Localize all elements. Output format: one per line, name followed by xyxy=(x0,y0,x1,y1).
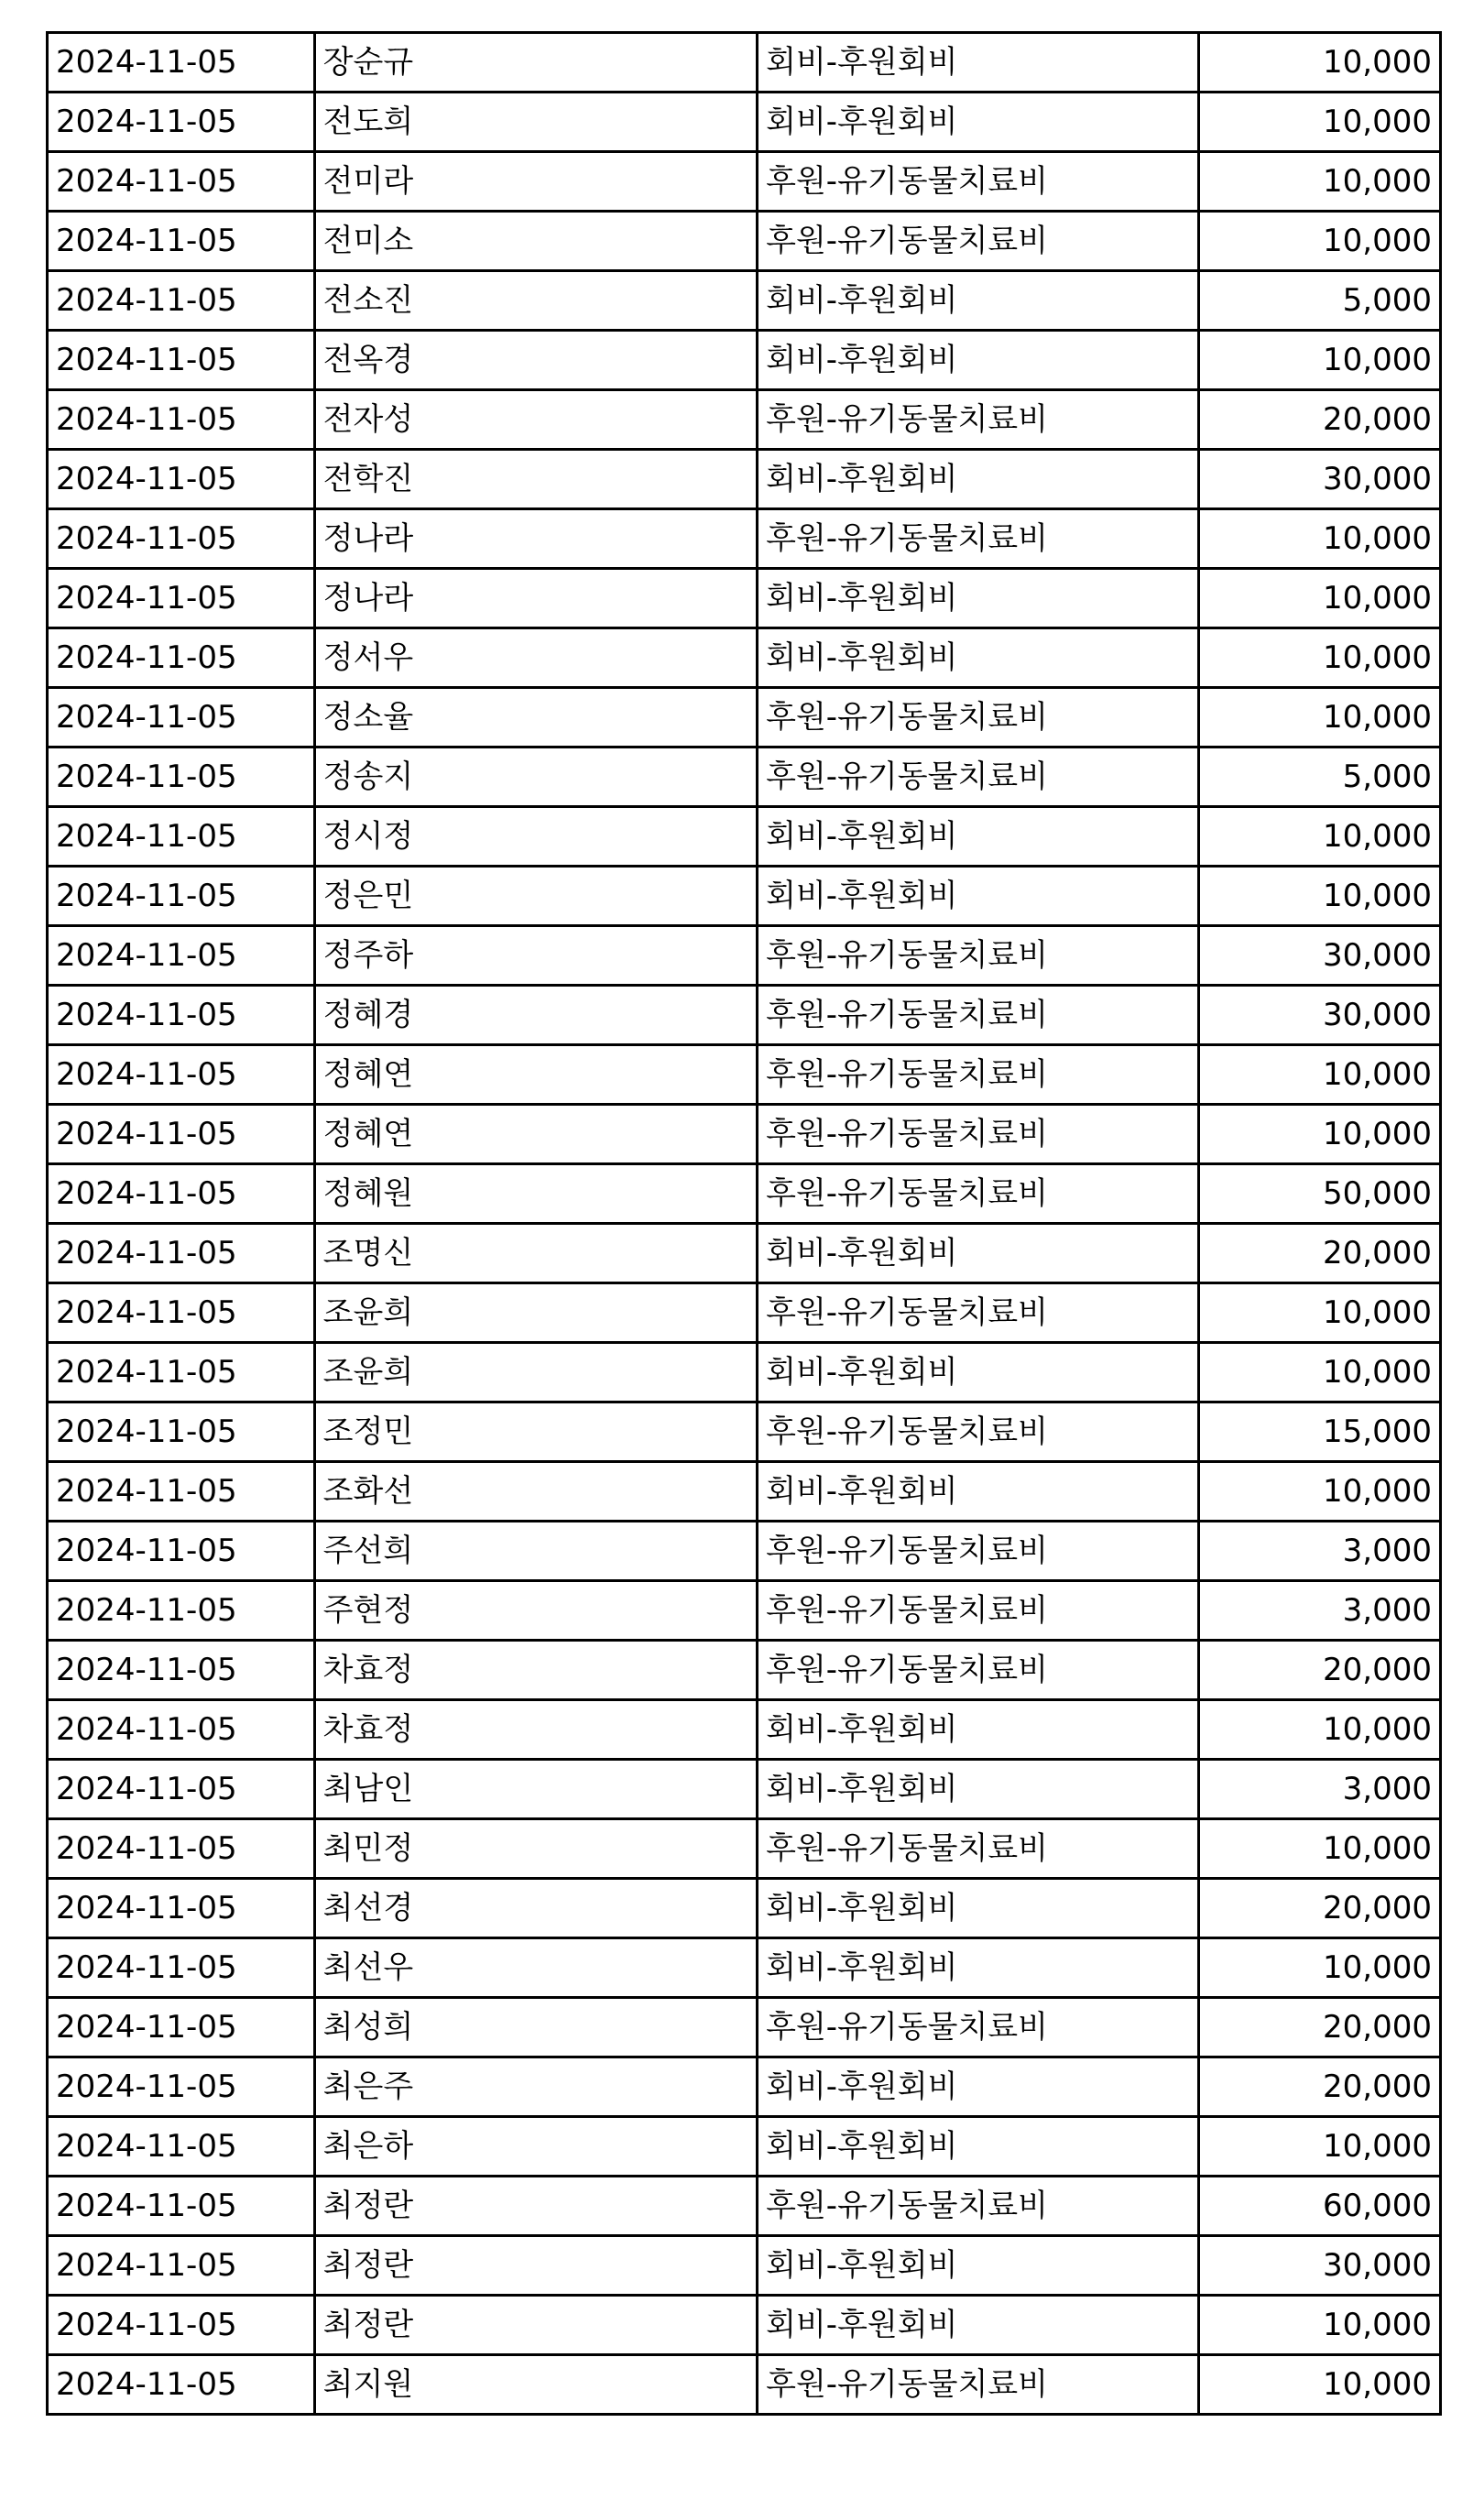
table-row xyxy=(48,1522,1441,1581)
category-cell: 회비-후원회비 xyxy=(758,2117,1198,2177)
amount-cell: 15,000 xyxy=(1198,1402,1440,1462)
category-cell: 후원-유기동물치료비 xyxy=(758,1581,1198,1641)
amount-cell: 10,000 xyxy=(1198,331,1440,390)
donor-name-cell: 전소진 xyxy=(314,271,757,331)
donor-name-cell: 조윤희 xyxy=(314,1283,757,1343)
amount-cell: 60,000 xyxy=(1198,2177,1440,2236)
amount-cell: 3,000 xyxy=(1198,1581,1440,1641)
donor-name-cell: 전옥경 xyxy=(314,331,757,390)
amount-cell: 10,000 xyxy=(1198,569,1440,628)
date-cell: 2024-11-05 xyxy=(48,212,315,271)
amount-cell: 3,000 xyxy=(1198,1522,1440,1581)
table-row xyxy=(48,569,1441,628)
date-cell: 2024-11-05 xyxy=(48,509,315,569)
date-cell: 2024-11-05 xyxy=(48,2355,315,2415)
donor-name-cell: 주현정 xyxy=(314,1581,757,1641)
donor-name-cell: 정나라 xyxy=(314,569,757,628)
category-cell: 후원-유기동물치료비 xyxy=(758,2355,1198,2415)
table-row xyxy=(48,807,1441,867)
amount-cell: 10,000 xyxy=(1198,509,1440,569)
category-cell: 회비-후원회비 xyxy=(758,1938,1198,1998)
category-cell: 후원-유기동물치료비 xyxy=(758,1164,1198,1224)
donor-name-cell: 최지원 xyxy=(314,2355,757,2415)
amount-cell: 10,000 xyxy=(1198,867,1440,926)
date-cell: 2024-11-05 xyxy=(48,1879,315,1938)
table-row xyxy=(48,271,1441,331)
table-row xyxy=(48,1998,1441,2057)
donor-name-cell: 최정란 xyxy=(314,2296,757,2355)
date-cell: 2024-11-05 xyxy=(48,867,315,926)
table-row xyxy=(48,1760,1441,1819)
amount-cell: 10,000 xyxy=(1198,1462,1440,1522)
date-cell: 2024-11-05 xyxy=(48,2177,315,2236)
donor-name-cell: 조화선 xyxy=(314,1462,757,1522)
date-cell: 2024-11-05 xyxy=(48,1700,315,1760)
date-cell: 2024-11-05 xyxy=(48,1819,315,1879)
table-row xyxy=(48,2057,1441,2117)
category-cell: 회비-후원회비 xyxy=(758,331,1198,390)
category-cell: 회비-후원회비 xyxy=(758,1343,1198,1402)
amount-cell: 10,000 xyxy=(1198,1283,1440,1343)
donor-name-cell: 전도희 xyxy=(314,93,757,152)
category-cell: 후원-유기동물치료비 xyxy=(758,1641,1198,1700)
donor-name-cell: 조명신 xyxy=(314,1224,757,1283)
table-row xyxy=(48,2296,1441,2355)
donor-name-cell: 전학진 xyxy=(314,450,757,509)
donor-name-cell: 주선희 xyxy=(314,1522,757,1581)
table-row xyxy=(48,748,1441,807)
date-cell: 2024-11-05 xyxy=(48,271,315,331)
amount-cell: 10,000 xyxy=(1198,1343,1440,1402)
donor-name-cell: 정송지 xyxy=(314,748,757,807)
date-cell: 2024-11-05 xyxy=(48,1581,315,1641)
category-cell: 회비-후원회비 xyxy=(758,628,1198,688)
category-cell: 후원-유기동물치료비 xyxy=(758,986,1198,1045)
date-cell: 2024-11-05 xyxy=(48,2057,315,2117)
category-cell: 회비-후원회비 xyxy=(758,93,1198,152)
date-cell: 2024-11-05 xyxy=(48,986,315,1045)
donor-name-cell: 정서우 xyxy=(314,628,757,688)
amount-cell: 20,000 xyxy=(1198,1224,1440,1283)
table-row xyxy=(48,1879,1441,1938)
table-row xyxy=(48,1343,1441,1402)
date-cell: 2024-11-05 xyxy=(48,926,315,986)
donor-name-cell: 최은하 xyxy=(314,2117,757,2177)
donor-name-cell: 최남인 xyxy=(314,1760,757,1819)
donor-name-cell: 최선경 xyxy=(314,1879,757,1938)
date-cell: 2024-11-05 xyxy=(48,2296,315,2355)
table-row xyxy=(48,628,1441,688)
category-cell: 회비-후원회비 xyxy=(758,33,1198,93)
date-cell: 2024-11-05 xyxy=(48,152,315,212)
category-cell: 회비-후원회비 xyxy=(758,271,1198,331)
date-cell: 2024-11-05 xyxy=(48,1938,315,1998)
category-cell: 후원-유기동물치료비 xyxy=(758,748,1198,807)
donor-name-cell: 정혜원 xyxy=(314,1164,757,1224)
date-cell: 2024-11-05 xyxy=(48,688,315,748)
donor-name-cell: 정은민 xyxy=(314,867,757,926)
amount-cell: 10,000 xyxy=(1198,1105,1440,1164)
amount-cell: 3,000 xyxy=(1198,1760,1440,1819)
table-row xyxy=(48,1462,1441,1522)
table-row xyxy=(48,1402,1441,1462)
amount-cell: 10,000 xyxy=(1198,688,1440,748)
amount-cell: 30,000 xyxy=(1198,450,1440,509)
amount-cell: 5,000 xyxy=(1198,271,1440,331)
date-cell: 2024-11-05 xyxy=(48,1998,315,2057)
amount-cell: 20,000 xyxy=(1198,1879,1440,1938)
table-row xyxy=(48,926,1441,986)
table-row xyxy=(48,152,1441,212)
amount-cell: 5,000 xyxy=(1198,748,1440,807)
table-row xyxy=(48,450,1441,509)
date-cell: 2024-11-05 xyxy=(48,1105,315,1164)
date-cell: 2024-11-05 xyxy=(48,1641,315,1700)
category-cell: 후원-유기동물치료비 xyxy=(758,1522,1198,1581)
amount-cell: 30,000 xyxy=(1198,926,1440,986)
amount-cell: 10,000 xyxy=(1198,1045,1440,1105)
date-cell: 2024-11-05 xyxy=(48,1224,315,1283)
category-cell: 후원-유기동물치료비 xyxy=(758,1045,1198,1105)
date-cell: 2024-11-05 xyxy=(48,1522,315,1581)
category-cell: 회비-후원회비 xyxy=(758,807,1198,867)
date-cell: 2024-11-05 xyxy=(48,748,315,807)
table-row xyxy=(48,331,1441,390)
category-cell: 회비-후원회비 xyxy=(758,2057,1198,2117)
amount-cell: 10,000 xyxy=(1198,152,1440,212)
category-cell: 후원-유기동물치료비 xyxy=(758,152,1198,212)
donor-name-cell: 최은주 xyxy=(314,2057,757,2117)
donor-name-cell: 전자성 xyxy=(314,390,757,450)
donor-name-cell: 조윤희 xyxy=(314,1343,757,1402)
table-row xyxy=(48,986,1441,1045)
donor-name-cell: 정혜경 xyxy=(314,986,757,1045)
table-row xyxy=(48,867,1441,926)
amount-cell: 10,000 xyxy=(1198,1819,1440,1879)
date-cell: 2024-11-05 xyxy=(48,1760,315,1819)
date-cell: 2024-11-05 xyxy=(48,1462,315,1522)
donor-name-cell: 최정란 xyxy=(314,2177,757,2236)
category-cell: 회비-후원회비 xyxy=(758,1224,1198,1283)
date-cell: 2024-11-05 xyxy=(48,1045,315,1105)
table-row xyxy=(48,1641,1441,1700)
donor-name-cell: 전미소 xyxy=(314,212,757,271)
category-cell: 후원-유기동물치료비 xyxy=(758,1402,1198,1462)
category-cell: 회비-후원회비 xyxy=(758,1462,1198,1522)
donor-name-cell: 정시정 xyxy=(314,807,757,867)
category-cell: 후원-유기동물치료비 xyxy=(758,1283,1198,1343)
donor-name-cell: 차효정 xyxy=(314,1700,757,1760)
amount-cell: 10,000 xyxy=(1198,807,1440,867)
amount-cell: 20,000 xyxy=(1198,1998,1440,2057)
category-cell: 후원-유기동물치료비 xyxy=(758,688,1198,748)
amount-cell: 20,000 xyxy=(1198,390,1440,450)
amount-cell: 10,000 xyxy=(1198,93,1440,152)
table-row xyxy=(48,1224,1441,1283)
category-cell: 후원-유기동물치료비 xyxy=(758,1998,1198,2057)
amount-cell: 30,000 xyxy=(1198,2236,1440,2296)
table-row xyxy=(48,1819,1441,1879)
date-cell: 2024-11-05 xyxy=(48,569,315,628)
category-cell: 회비-후원회비 xyxy=(758,2236,1198,2296)
amount-cell: 10,000 xyxy=(1198,1938,1440,1998)
table-row xyxy=(48,2355,1441,2415)
donation-ledger-table xyxy=(46,31,1442,2416)
donor-name-cell: 정나라 xyxy=(314,509,757,569)
amount-cell: 50,000 xyxy=(1198,1164,1440,1224)
table-row xyxy=(48,1581,1441,1641)
donor-name-cell: 장순규 xyxy=(314,33,757,93)
table-row xyxy=(48,2177,1441,2236)
date-cell: 2024-11-05 xyxy=(48,390,315,450)
donor-name-cell: 차효정 xyxy=(314,1641,757,1700)
category-cell: 회비-후원회비 xyxy=(758,1760,1198,1819)
table-row xyxy=(48,1164,1441,1224)
donor-name-cell: 최정란 xyxy=(314,2236,757,2296)
date-cell: 2024-11-05 xyxy=(48,33,315,93)
date-cell: 2024-11-05 xyxy=(48,331,315,390)
ledger-body xyxy=(48,33,1441,2415)
amount-cell: 10,000 xyxy=(1198,33,1440,93)
category-cell: 후원-유기동물치료비 xyxy=(758,1105,1198,1164)
table-row xyxy=(48,688,1441,748)
category-cell: 회비-후원회비 xyxy=(758,569,1198,628)
amount-cell: 10,000 xyxy=(1198,212,1440,271)
donor-name-cell: 전미라 xyxy=(314,152,757,212)
table-row xyxy=(48,212,1441,271)
amount-cell: 10,000 xyxy=(1198,2355,1440,2415)
category-cell: 후원-유기동물치료비 xyxy=(758,2177,1198,2236)
table-row xyxy=(48,1045,1441,1105)
table-row xyxy=(48,390,1441,450)
amount-cell: 10,000 xyxy=(1198,2296,1440,2355)
category-cell: 후원-유기동물치료비 xyxy=(758,1819,1198,1879)
amount-cell: 20,000 xyxy=(1198,1641,1440,1700)
table-row xyxy=(48,1700,1441,1760)
date-cell: 2024-11-05 xyxy=(48,1164,315,1224)
category-cell: 회비-후원회비 xyxy=(758,867,1198,926)
category-cell: 후원-유기동물치료비 xyxy=(758,509,1198,569)
donor-name-cell: 최민정 xyxy=(314,1819,757,1879)
category-cell: 회비-후원회비 xyxy=(758,2296,1198,2355)
category-cell: 회비-후원회비 xyxy=(758,1879,1198,1938)
table-row xyxy=(48,1105,1441,1164)
amount-cell: 20,000 xyxy=(1198,2057,1440,2117)
donor-name-cell: 정혜연 xyxy=(314,1045,757,1105)
table-row xyxy=(48,2236,1441,2296)
donor-name-cell: 정혜연 xyxy=(314,1105,757,1164)
category-cell: 회비-후원회비 xyxy=(758,450,1198,509)
amount-cell: 30,000 xyxy=(1198,986,1440,1045)
date-cell: 2024-11-05 xyxy=(48,807,315,867)
amount-cell: 10,000 xyxy=(1198,628,1440,688)
date-cell: 2024-11-05 xyxy=(48,2236,315,2296)
table-row xyxy=(48,509,1441,569)
table-row xyxy=(48,1938,1441,1998)
date-cell: 2024-11-05 xyxy=(48,450,315,509)
date-cell: 2024-11-05 xyxy=(48,2117,315,2177)
table-row xyxy=(48,1283,1441,1343)
donor-name-cell: 정주하 xyxy=(314,926,757,986)
table-row xyxy=(48,93,1441,152)
date-cell: 2024-11-05 xyxy=(48,628,315,688)
date-cell: 2024-11-05 xyxy=(48,93,315,152)
amount-cell: 10,000 xyxy=(1198,1700,1440,1760)
donor-name-cell: 정소율 xyxy=(314,688,757,748)
amount-cell: 10,000 xyxy=(1198,2117,1440,2177)
donor-name-cell: 최선우 xyxy=(314,1938,757,1998)
date-cell: 2024-11-05 xyxy=(48,1283,315,1343)
date-cell: 2024-11-05 xyxy=(48,1402,315,1462)
category-cell: 회비-후원회비 xyxy=(758,1700,1198,1760)
category-cell: 후원-유기동물치료비 xyxy=(758,926,1198,986)
category-cell: 후원-유기동물치료비 xyxy=(758,390,1198,450)
category-cell: 후원-유기동물치료비 xyxy=(758,212,1198,271)
table-row xyxy=(48,33,1441,93)
date-cell: 2024-11-05 xyxy=(48,1343,315,1402)
table-row xyxy=(48,2117,1441,2177)
donor-name-cell: 최성희 xyxy=(314,1998,757,2057)
donor-name-cell: 조정민 xyxy=(314,1402,757,1462)
